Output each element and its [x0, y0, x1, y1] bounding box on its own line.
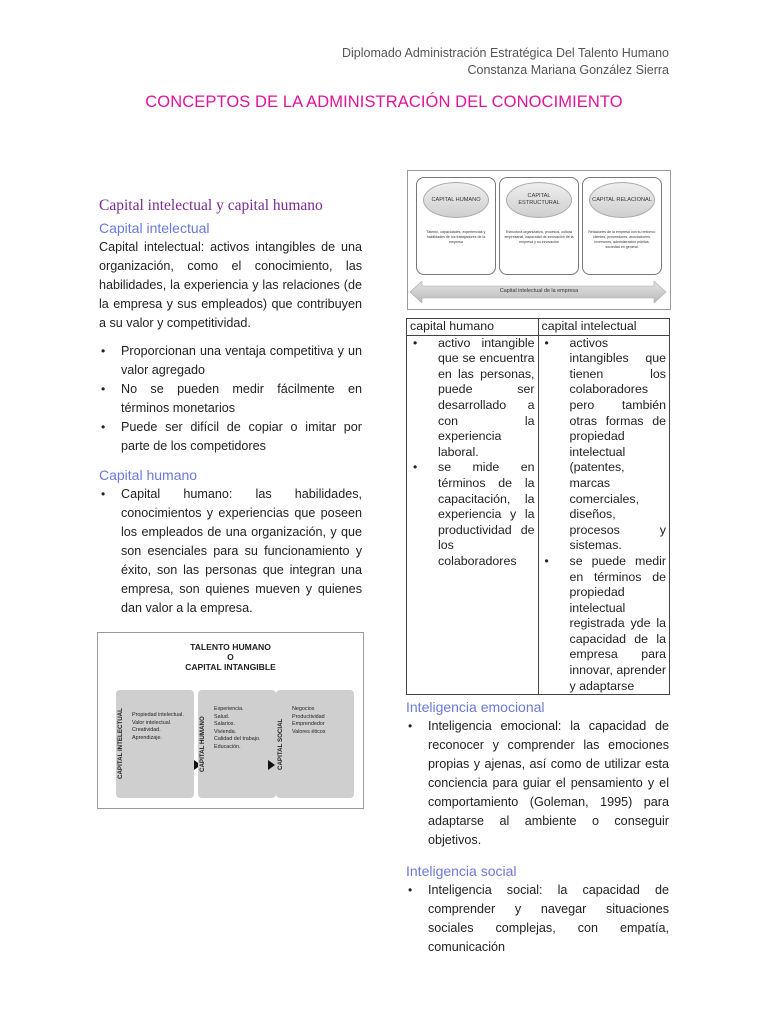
ci-bullet-list	[99, 342, 362, 456]
box-item: Creatividad.	[132, 727, 161, 734]
box-item: Negocios	[292, 706, 315, 712]
diagram-title-line: O	[227, 652, 234, 662]
box-item: Salarios.	[214, 721, 235, 728]
list-item: • Inteligencia social: la capacidad de comprender y navegar situaciones sociales complejas, con empatía, comunicación	[406, 881, 669, 957]
ch-bullet-list	[99, 485, 362, 618]
box-item: Valor intelectual.	[132, 719, 172, 726]
box-capital-intelectual	[116, 690, 194, 798]
list-item: • se mide en términos de la capacitación, la experiencia y la productividad de los colaboradores	[410, 460, 535, 569]
box-label: CAPITAL INTELECTUAL	[117, 708, 124, 780]
list-item: • Capital humano: las habilidades, conocimientos y experiencias que poseen los empleados de una organización, y que son esenciales para su funcionamiento y éxito, son las personas que integran una empresa, son quienes mueven y quienes dan valor a la empresa.	[99, 485, 362, 618]
box-label: CAPITAL HUMANO	[199, 716, 206, 772]
comparison-table	[406, 318, 670, 695]
list-item: • Puede ser difícil de copiar o imitar por parte de los competidores	[99, 418, 362, 456]
box-item: Aprendizaje.	[132, 734, 162, 741]
box-label: CAPITAL SOCIAL	[277, 718, 284, 770]
list-item: • se puede medir en términos de propiedad intelectual registrada yde la capacidad de la empresa para innovar, aprender y adaptarse	[542, 554, 667, 694]
is-bullet-list	[406, 881, 669, 957]
card-capital-relacional	[582, 177, 662, 275]
box-items	[292, 706, 325, 736]
list-item: • activo intangible que se encuentra en las personas, puede ser desarrollado a con la experiencia laboral.	[410, 336, 535, 461]
card-text: Relaciones de la empresa con su entorno: clientes, proveedores, asociaciones, inversores, administración pública, sociedad en general.	[588, 230, 656, 249]
table-cell	[407, 335, 539, 695]
diagram-title-line: TALENTO HUMANO	[190, 642, 271, 652]
arrow-label: Capital intelectual de la empresa	[499, 288, 579, 294]
capital-intelectual-diagram	[407, 170, 671, 310]
box-capital-humano	[198, 690, 276, 798]
box-item: Salud.	[214, 713, 230, 720]
box-capital-social	[276, 690, 354, 798]
list-item: • Proporcionan una ventaja competitiva y un valor agregado	[99, 342, 362, 380]
table-cell	[538, 335, 670, 695]
diagram-title	[98, 642, 363, 672]
is-heading: Inteligencia social	[406, 863, 517, 879]
talento-humano-diagram	[97, 632, 364, 809]
box-items	[132, 712, 184, 742]
ci-paragraph: Capital intelectual: activos intangibles de una organización, como el conocimiento, las habilidades, la experiencia y las relaciones (de la empresa y sus empleados) que contribuyen a su valor y competitividad.	[99, 240, 362, 330]
ch-heading: Capital humano	[99, 467, 198, 483]
arrow-right-icon	[268, 760, 275, 770]
box-item: Valores éticos	[292, 728, 326, 735]
box-item: Educación.	[214, 743, 241, 750]
box-item: Emprendedor	[292, 721, 325, 728]
list-item: • Inteligencia emocional: la capacidad de reconocer y comprender las emociones propias y ajenas, así como de utilizar esta conciencia para guiar el pensamiento y el comportamiento (Goleman, 1995) para adaptarse al ambiente o conseguir objetivos.	[406, 717, 669, 850]
box-items	[214, 706, 260, 752]
ci-heading: Capital intelectual	[99, 220, 210, 236]
ie-bullet-list	[406, 717, 669, 850]
box-item: Propiedad intelectual.	[132, 712, 184, 718]
card-text: Estructura organizativa, procesos, cultura empresarial, capacidad de innovación de la empresa y su innovación	[504, 230, 574, 244]
card-capital-estructural	[499, 177, 579, 275]
list-item: • activos intangibles que tienen los colaboradores pero también otras formas de propiedad intelectual (patentes, marcas comerciales, diseños, procesos y sistemas.	[542, 336, 667, 554]
left-column	[99, 196, 362, 618]
box-item: Productividad	[292, 713, 325, 720]
table-header: capital intelectual	[538, 319, 670, 336]
diagram-title-line: CAPITAL INTANGIBLE	[185, 662, 276, 672]
list-item: • No se pueden medir fácilmente en términos monetarios	[99, 380, 362, 418]
box-item: Vivienda.	[214, 728, 237, 735]
table-header: capital humano	[407, 319, 539, 336]
card-capital-humano	[416, 177, 496, 275]
right-column	[406, 698, 669, 957]
card-text: Talento, capacidades, experiencias y habilidades de los trabajadores de la empresa	[426, 230, 486, 244]
section-heading: Capital intelectual y capital humano	[99, 197, 323, 214]
header-line-2: Constanza Mariana González Sierra	[467, 63, 669, 77]
ie-heading: Inteligencia emocional	[406, 699, 545, 715]
box-item: Experiencia.	[214, 706, 244, 712]
table-row	[407, 335, 670, 695]
card-title: CAPITAL HUMANO	[423, 182, 489, 218]
box-item: Calidad del trabajo.	[214, 736, 261, 743]
card-title: CAPITAL ESTRUCTURAL	[506, 182, 572, 218]
card-title: CAPITAL RELACIONAL	[589, 182, 655, 218]
table-header-row	[407, 319, 670, 336]
header-line-1: Diplomado Administración Estratégica Del Talento Humano	[341, 46, 669, 60]
page-title: CONCEPTOS DE LA ADMINISTRACIÓN DEL CONOCIMIENTO	[145, 93, 623, 111]
